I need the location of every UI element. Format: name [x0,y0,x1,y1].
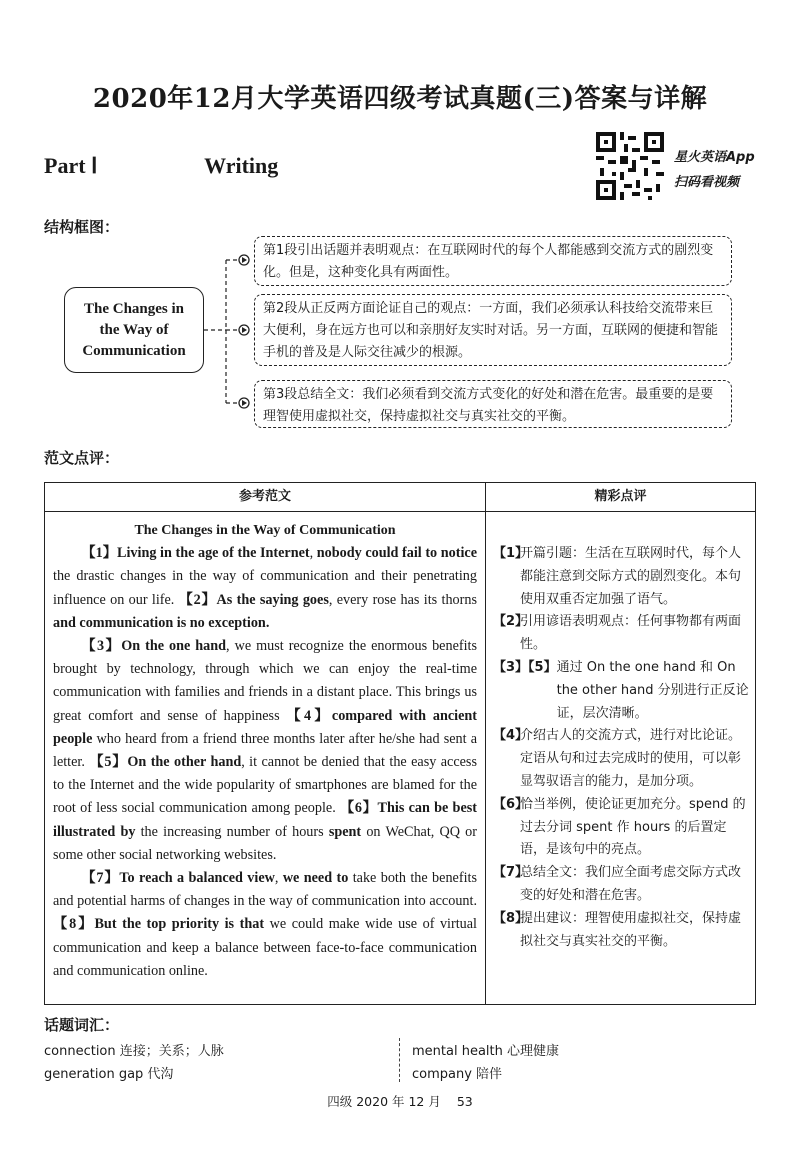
review-heading: 范文点评： [44,449,120,467]
structure-paragraph-1: 第1段引出话题并表明观点：在互联网时代的每个人都能感到交流方式的剧烈变化。但是，这种变化具有两面性。 [254,236,732,286]
column-header-comments: 精彩点评 [486,483,755,512]
structure-connectors [0,0,800,440]
part-name: Writing [204,153,279,178]
marker: 【7】 [81,870,120,887]
comment-item: 【7】 总结全文：我们应全面考虑交际方式改变的好处和潜在危害。 [493,865,742,903]
vocabulary-divider [399,1038,400,1082]
marker: 【5】 [89,754,128,771]
structure-paragraph-3: 第3段总结全文：我们必须看到交流方式变化的好处和潜在危害。最重要的是要理智使用虚拟社交，保持虚拟社交与真实社交的平衡。 [254,380,732,428]
comment-item: 【2】 引用谚语表明观点：任何事物都有两面性。 [493,614,742,653]
vocabulary-right [412,1040,559,1086]
vocab-item: mental health 心理健康 [412,1044,559,1059]
marker: 【1】 [81,545,118,562]
structure-heading: 结构框图： [44,218,120,236]
model-essay [53,519,477,983]
part-label: Part Ⅰ [44,153,98,178]
center-title-text: The Changes in the Way of Communication [82,300,186,359]
column-header-essay: 参考范文 [45,483,485,512]
comment-item: 【1】 开篇引题：生活在互联网时代，每个人都能注意到交际方式的剧烈变化。本句使用双重否定加强了语气。 [493,546,742,607]
comment-item: 【4】 介绍古人的交流方式，进行对比论证。定语从句和过去完成时的使用，可以彰显驾驭语言的能力，是加分项。 [493,728,742,789]
marker: 【6】 [339,800,378,817]
essay-title: The Changes in the Way of Communication [134,523,396,538]
page-title: 2020年12月大学英语四级考试真题(三)答案与详解 [92,84,708,114]
marker: 【3】 [81,638,122,655]
vocab-item: generation gap 代沟 [44,1067,174,1082]
vocabulary-heading: 话题词汇： [44,1016,120,1034]
page-footer [0,1092,800,1110]
vocabulary-left [44,1040,224,1086]
essay-paragraph-3: 【7】To reach a balanced view, we need to take both the benefits and potential harms of changes in the way of communication into account. 【8】But the top priority is that we could make wide use of virtual communication and keep a balance between face-to-face communication and communication online. [53,870,477,979]
marker: 【2】 [178,591,217,608]
comment-item: 【6】 恰当举例，使论证更加充分。spend 的过去分词 spent 作 hours 的后置定语，是该句中的亮点。 [493,796,746,858]
essay-paragraph-1: 【1】Living in the age of the Internet, nobody could fail to notice the drastic changes in the way of communication and their penetrating influence on our life. 【2】As the saying goes, every rose has its thorns and communication is no exception. [53,545,477,631]
marker: 【8】 [53,916,95,933]
vocab-item: company 陪伴 [412,1067,503,1082]
qr-caption-line1: 星火英语App [674,150,755,165]
essay-paragraph-2: 【3】On the one hand, we must recognize the enormous benefits brought by technology, through which we can enjoy the real-time communication with families and friends in a distant place. This brings us great comfort and sense of happiness 【4】compared with ancient people who heard from a friend three months later after he/she had sent a letter. 【5】On the other hand, it cannot be denied that the easy access to the Internet and the wide popularity of smartphones are blamed for the root of less social communication among people. 【6】This can be best illustrated by the increasing number of hours spent on WeChat, QQ or some other social networking websites. [53,638,478,863]
structure-center-title [64,287,204,373]
review-table [44,482,756,1005]
structure-paragraph-2: 第2段从正反两方面论证自己的观点：一方面，我们必须承认科技给交流带来巨大便利，身在远方也可以和亲朋好友实时对话。另一方面，互联网的便捷和智能手机的普及是人际交往减少的根源。 [254,294,732,366]
comment-item: 【3】【5】 通过 On the one hand 和 On the other hand 分别进行正反论证，层次清晰。 [493,659,749,721]
page-number: 53 [456,1094,473,1109]
comments-list [493,543,749,953]
footer-label: 四级 2020 年 12 月 [327,1094,441,1109]
vocab-item: connection 连接；关系；人脉 [44,1044,224,1059]
comment-item: 【8】 提出建议：理智使用虚拟社交，保持虚拟社交与真实社交的平衡。 [493,910,742,949]
marker: 【4】 [286,707,332,724]
qr-caption-line2: 扫码看视频 [674,175,740,190]
